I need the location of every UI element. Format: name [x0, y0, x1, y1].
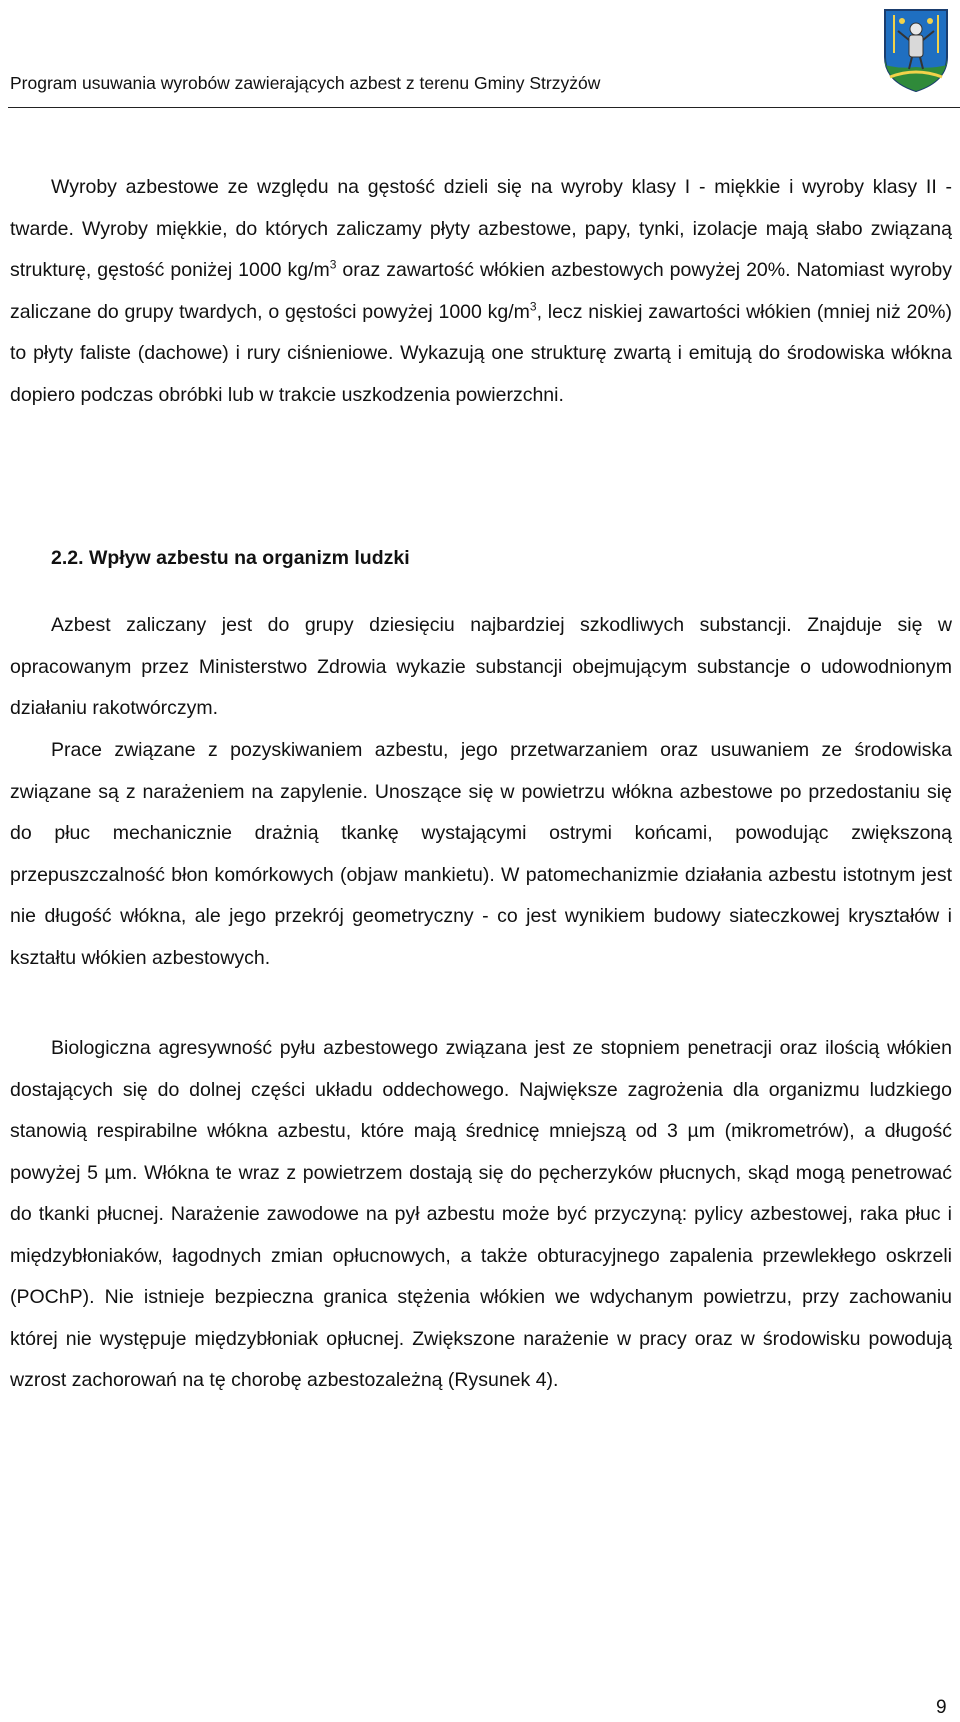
header-title: Program usuwania wyrobów zawierających azbest z terenu Gminy Strzyżów	[10, 73, 601, 93]
superscript: 3	[529, 299, 537, 313]
paragraph-gestosc	[10, 167, 952, 416]
text-run: Wyroby azbestowe ze względu na gęstość dzieli się na wyroby klasy I - miękkie i wyroby klasy II - twarde. Wyroby miękkie, do których zaliczamy płyty azbestowe, papy, tynki, izolacje mają słabo związaną strukturę, gęstość poniżej 1000 kg/m	[10, 176, 952, 281]
paragraph-agresywnosc	[10, 1028, 952, 1402]
page-number: 9	[936, 1697, 947, 1718]
paragraph-text	[10, 167, 952, 416]
header-divider	[8, 107, 960, 108]
coat-of-arms-icon	[882, 7, 950, 93]
text-run: , lecz niskiej zawartości włókien (mniej niż 20%) to płyty faliste (dachowe) i rury ciśnieniowe. Wykazują one strukturę zwartą i emitują do środowiska włókna dopiero podczas obróbki lub w trakcie uszkodzenia powierzchni.	[10, 300, 952, 406]
paragraph-text: Azbest zaliczany jest do grupy dziesięciu najbardziej szkodliwych substancji. Znajduje się w opracowanym przez Ministerstwo Zdrowia wykazie substancji obejmującym substancje o udowodnionym działaniu rakotwórczym.	[10, 614, 952, 719]
paragraph-text: Biologiczna agresywność pyłu azbestowego związana jest ze stopniem penetracji oraz ilością włókien dostających się do dolnej części układu oddechowego. Największe zagrożenia dla organizmu ludzkiego stanowią respirabilne włókna azbestu, które mają średnicę mniejszą od 3 µm (mikrometrów), a długość powyżej 5 µm. Włókna te wraz z powietrzem dostają się do pęcherzyków płucnych, skąd mogą penetrować do tkanki płucnej. Narażenie zawodowe na pył azbestu może być przyczyną: pylicy azbestowej, raka płuc i międzybłoniaków, łagodnych zmian opłucnowych, a także obturacyjnego zapalenia przewlekłego oskrzeli (POChP). Nie istnieje bezpieczna granica stężenia włókien we wdychanym powietrzu, przy zachowaniu której nie występuje międzybłoniak opłucnej. Zwiększone narażenie w pracy oraz w środowisku powodują wzrost zachorowań na tę chorobę azbestozależną (Rysunek 4).	[10, 1037, 952, 1391]
paragraph-szkodliwosc	[10, 605, 952, 730]
text-run: oraz zawartość włókien azbestowych powyżej 20%. Natomiast wyroby zaliczane do grupy twardych, o gęstości powyżej 1000 kg/m	[10, 259, 952, 323]
paragraph-zapylenie	[10, 730, 952, 979]
section-heading: 2.2. Wpływ azbestu na organizm ludzki	[51, 547, 410, 569]
paragraph-text: Prace związane z pozyskiwaniem azbestu, jego przetwarzaniem oraz usuwaniem ze środowiska związane są z narażeniem na zapylenie. Unoszące się w powietrzu włókna azbestowe po przedostaniu się do płuc mechanicznie drażnią tkankę wystającymi ostrymi końcami, powodując zwiększoną przepuszczalność błon komórkowych (objaw mankietu). W patomechanizmie działania azbestu istotnym jest nie długość włókna, ale jego przekrój geometryczny - co jest wynikiem budowy siateczkowej kryształów i kształtu włókien azbestowych.	[10, 739, 952, 969]
superscript: 3	[329, 257, 337, 272]
